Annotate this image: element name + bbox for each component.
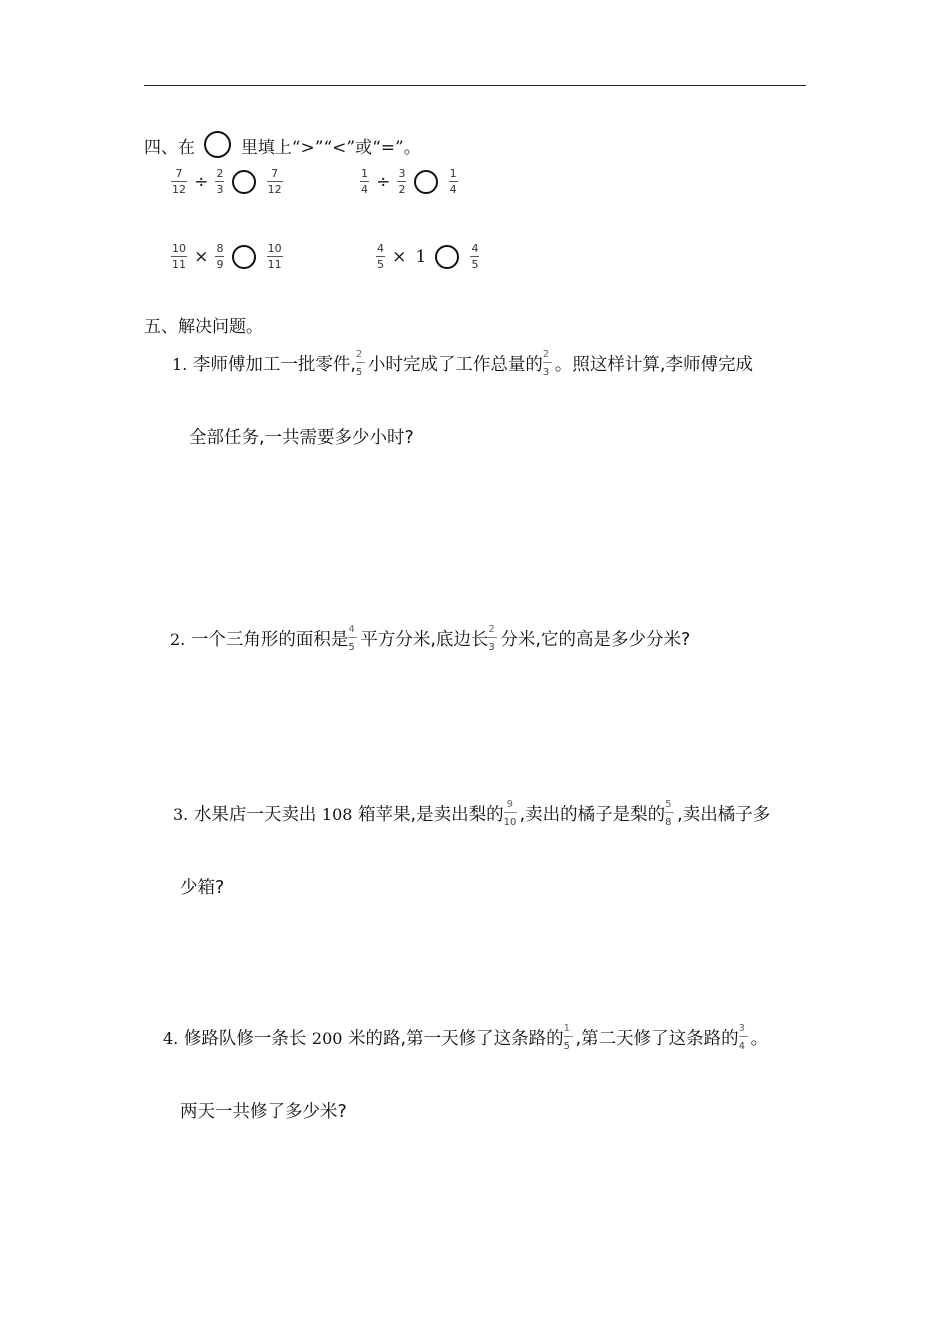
problem-text: 李师傅加工一批零件,: [192, 355, 356, 375]
inline-fraction: $\frac{2}{3}$: [488, 625, 500, 645]
inline-fraction: $\frac{1}{5}$: [564, 1024, 576, 1044]
problem-text: 米的路,第一天修了这条路的: [348, 1029, 564, 1049]
problem-text: 平方分米,底边长: [360, 630, 489, 650]
inline-fraction: $\frac{2}{3}$: [543, 350, 555, 370]
inline-fraction: $\frac{9}{10}$: [503, 799, 517, 828]
problem-text: 分米,它的高是多少分米?: [500, 630, 691, 650]
inline-fraction: $\frac{3}{4}$: [739, 1024, 751, 1044]
answer-circle[interactable]: [232, 245, 256, 269]
problem-text: 小时完成了工作总量的: [367, 355, 543, 375]
problem-number: 2.: [170, 630, 186, 649]
problem-3-line-2: 少箱?: [180, 878, 225, 898]
operator: ÷: [376, 171, 391, 192]
fraction: $\frac{4}{5}$: [471, 242, 479, 271]
comparison-item-2: [360, 168, 458, 195]
problem-text: ,卖出橘子多: [677, 805, 771, 825]
problem-text: 。: [750, 1029, 769, 1049]
fraction: $\frac{3}{2}$: [398, 167, 406, 196]
problem-4-line-2: 两天一共修了多少米?: [180, 1102, 347, 1122]
fraction: $\frac{4}{5}$: [377, 242, 384, 271]
answer-circle[interactable]: [414, 170, 438, 194]
operator: ×: [194, 246, 209, 267]
section4-heading: [144, 131, 421, 158]
fraction: $\frac{8}{9}$: [216, 242, 224, 271]
problem-text: ,卖出的橘子是梨的: [519, 805, 666, 825]
problem-text: 水果店一天卖出: [193, 805, 317, 825]
problem-number-value: 200: [311, 1029, 343, 1048]
fraction: $\frac{7}{12}$: [267, 167, 282, 196]
blank-circle-icon: [204, 131, 231, 158]
section5-heading: 五、解决问题。: [144, 317, 263, 337]
section4-title-prefix: 四、在: [144, 138, 195, 158]
problem-number: 1.: [172, 355, 188, 374]
problem-2-line-1: [170, 625, 690, 651]
operand: 1: [415, 246, 427, 267]
fraction: $\frac{2}{3}$: [216, 167, 224, 196]
fraction: $\frac{1}{4}$: [449, 167, 457, 196]
comparison-item-3: [171, 243, 283, 270]
problem-number: 4.: [163, 1029, 179, 1048]
fraction: $\frac{7}{12}$: [172, 167, 186, 196]
fraction: $\frac{10}{11}$: [172, 242, 186, 271]
problem-number: 3.: [173, 805, 189, 824]
problem-1-line-1: [172, 350, 753, 376]
problem-1-line-2: 全部任务,一共需要多少小时?: [189, 428, 414, 448]
problem-number-value: 108: [321, 805, 353, 824]
top-rule: [144, 85, 806, 86]
problem-text: 一个三角形的面积是: [190, 630, 349, 650]
problem-4-line-1: [163, 1024, 768, 1050]
problem-text: 修路队修一条长: [183, 1029, 307, 1049]
operator: ÷: [194, 171, 209, 192]
problem-text: ,第二天修了这条路的: [575, 1029, 739, 1049]
fraction: $\frac{1}{4}$: [361, 167, 368, 196]
inline-fraction: $\frac{4}{5}$: [348, 625, 360, 645]
comparison-item-4: [376, 243, 479, 270]
fraction: $\frac{10}{11}$: [267, 242, 282, 271]
inline-fraction: $\frac{2}{5}$: [356, 350, 368, 370]
inline-fraction: $\frac{5}{8}$: [665, 800, 677, 820]
section4-title-suffix: 里填上“>”“<”或“=”。: [240, 138, 421, 158]
problem-3-line-1: [173, 800, 770, 826]
comparison-item-1: [171, 168, 283, 195]
problem-text: 箱苹果,是卖出梨的: [358, 805, 504, 825]
answer-circle[interactable]: [435, 245, 459, 269]
operator: ×: [392, 246, 407, 267]
problem-text: 。照这样计算,李师傅完成: [554, 355, 753, 375]
answer-circle[interactable]: [232, 170, 256, 194]
